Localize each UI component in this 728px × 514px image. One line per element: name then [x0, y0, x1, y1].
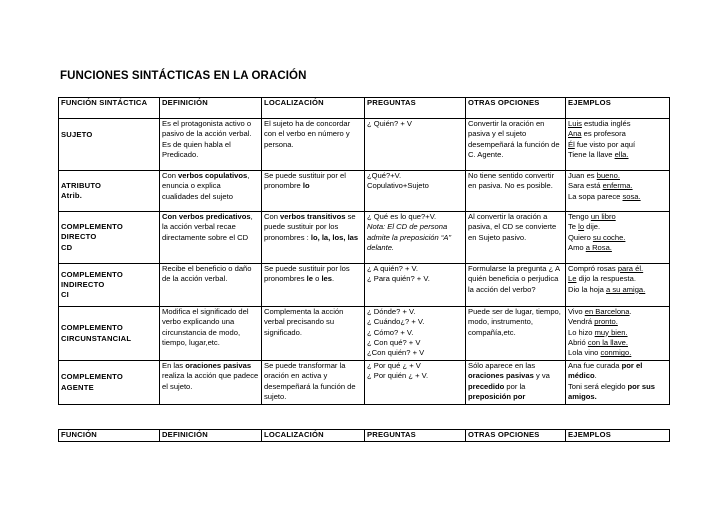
- funcion-abbr: Atrib.: [61, 191, 83, 200]
- example-text: Lo hizo: [568, 327, 595, 337]
- example-text: Lola vino: [568, 348, 601, 358]
- table-header-row: [59, 98, 670, 119]
- question-line: ¿ Qué es lo que?+V.: [367, 212, 437, 221]
- question-line: ¿ Cuándo¿? + V.: [367, 317, 425, 327]
- definicion-sujeto: Es el protagonista activo o pasivo de la acción verbal. Es de quien habla el Predicado.: [160, 119, 262, 171]
- text-run: Con verbos predicativos: [162, 212, 251, 221]
- example-text: es profesora: [581, 129, 626, 139]
- question-line: Copulativo+Sujeto: [367, 181, 429, 191]
- header-preguntas: PREGUNTAS: [365, 98, 466, 119]
- funcion-sujeto: SUJETO: [59, 119, 160, 171]
- example-text: muy bien.: [594, 327, 628, 337]
- example-text: Te: [568, 222, 579, 232]
- funcion-label: ATRIBUTO: [61, 180, 102, 190]
- text-run: le: [306, 274, 313, 284]
- localizacion-atributo: [262, 171, 365, 212]
- text-run: precedido: [468, 381, 505, 391]
- text-run: realiza la acción que padece el sujeto.: [162, 371, 259, 391]
- header-funcion: FUNCIÓN SINTÁCTICA: [59, 98, 160, 119]
- text-run: , enuncia o explica cualidades del sujeto: [162, 171, 250, 201]
- otras-ca: [466, 361, 566, 405]
- text-run: Se puede sustituir por los pronombres: [264, 264, 350, 284]
- example-text: Abrió: [568, 337, 588, 347]
- ejemplos-cd: [566, 212, 670, 264]
- funcion-cd: [59, 212, 160, 264]
- example-text: bueno.: [596, 171, 620, 180]
- example-text: Compró rosas: [568, 264, 618, 273]
- text-run: preposición por: [468, 391, 526, 401]
- footer-header-ejemplos: EJEMPLOS: [566, 430, 670, 442]
- example-text: fue visto por aquí: [574, 139, 636, 149]
- example-text: para él.: [617, 264, 644, 273]
- example-text: ella.: [614, 149, 629, 159]
- example-text: Tengo: [568, 212, 591, 221]
- text-run: En las: [162, 361, 186, 370]
- example-text: su coche.: [592, 232, 626, 242]
- row-sujeto: [59, 119, 670, 171]
- funcion-ci: [59, 264, 160, 307]
- funcion-label: COMPLEMENTO: [61, 222, 123, 232]
- preguntas-cd: [365, 212, 466, 264]
- example-text: Tiene la llave: [568, 149, 615, 159]
- question-line: ¿Con quién? + V: [367, 348, 425, 358]
- text-run: verbos copulativos: [178, 171, 248, 180]
- example-text: Toni será elegido: [568, 381, 628, 391]
- footer-header-otras-opciones: OTRAS OPCIONES: [466, 430, 566, 442]
- text-run: Sólo aparece en las: [468, 361, 536, 370]
- preguntas-sujeto: ¿ Quién? + V: [365, 119, 466, 171]
- funcion-label: COMPLEMENTO: [61, 372, 123, 382]
- example-text: Vendrá: [568, 317, 595, 327]
- text-run: se puede sustituir por los pronombres :: [264, 212, 356, 242]
- funcion-label: COMPLEMENTO: [61, 323, 123, 333]
- ejemplos-cc: [566, 307, 670, 361]
- text-run: por la: [504, 381, 526, 391]
- example-text: con la llave.: [587, 337, 628, 347]
- row-complemento-indirecto: [59, 264, 670, 307]
- syntax-functions-table: [58, 97, 670, 405]
- example-text: en Barcelona: [584, 307, 630, 316]
- example-text: un libro: [590, 212, 616, 221]
- footer-header-preguntas: PREGUNTAS: [365, 430, 466, 442]
- otras-cd: Al convertir la oración a pasiva, el CD se convierte en Sujeto pasivo.: [466, 212, 566, 264]
- localizacion-cd: [262, 212, 365, 264]
- footer-header-table: [58, 429, 670, 442]
- funcion-label: AGENTE: [61, 382, 94, 392]
- row-complemento-agente: [59, 361, 670, 405]
- example-text: Dio la hoja: [568, 284, 606, 294]
- example-text: Vivo: [568, 307, 585, 316]
- text-run: , la acción verbal recae directamente sobre el CD: [162, 212, 253, 242]
- question-note: Nota: El CD de persona admite la preposición “A” delante.: [367, 222, 451, 252]
- example-text: por el médico: [568, 361, 643, 381]
- example-text: por sus amigos.: [568, 381, 655, 401]
- footer-header-funcion: FUNCIÓN: [59, 430, 160, 442]
- localizacion-sujeto: El sujeto ha de concordar con el verbo en número y persona.: [262, 119, 365, 171]
- row-complemento-directo: [59, 212, 670, 264]
- example-text: conmigo.: [600, 348, 632, 358]
- question-line: ¿Qué?+V.: [367, 171, 402, 180]
- ejemplos-atributo: [566, 171, 670, 212]
- text-run: oraciones pasivas: [468, 371, 534, 381]
- question-line: ¿ Con qué? + V: [367, 337, 421, 347]
- question-line: ¿ Cómo? + V.: [367, 327, 414, 337]
- example-text: La sopa parece: [568, 191, 623, 201]
- localizacion-ci: [262, 264, 365, 307]
- example-text: a Rosa.: [585, 242, 612, 252]
- funcion-abbr: CD: [61, 242, 73, 252]
- example-text: Juan es: [568, 171, 597, 180]
- question-line: ¿ Por qué ¿ + V: [367, 361, 421, 370]
- header-otras-opciones: OTRAS OPCIONES: [466, 98, 566, 119]
- localizacion-cc: Complementa la acción verbal precisando su significado.: [262, 307, 365, 361]
- example-text: .: [629, 307, 632, 316]
- question-line: ¿ A quién? + V.: [367, 264, 419, 273]
- ejemplos-sujeto: [566, 119, 670, 171]
- example-text: Él: [568, 139, 575, 149]
- example-text: enferma.: [602, 181, 633, 191]
- example-text: Ana fue curada: [568, 361, 622, 370]
- text-run: les: [321, 274, 332, 284]
- example-text: Le: [568, 274, 577, 284]
- text-run: y va: [533, 371, 550, 381]
- funcion-label: CIRCUNSTANCIAL: [61, 333, 132, 343]
- text-run: Con: [162, 171, 179, 180]
- example-text: Ana: [568, 129, 582, 139]
- example-text: Luis: [568, 119, 582, 128]
- text-run: o: [312, 274, 322, 284]
- funcion-label: DIRECTO: [61, 232, 97, 242]
- funcion-ca: [59, 361, 160, 405]
- otras-cc: Puede ser de lugar, tiempo, modo, instrumento, compañía,etc.: [466, 307, 566, 361]
- text-run: .: [332, 274, 335, 284]
- example-text: estudia inglés: [581, 119, 631, 128]
- question-line: ¿ Por quién ¿ + V.: [367, 371, 429, 381]
- example-text: lo: [578, 222, 585, 232]
- otras-atributo: No tiene sentido convertir en pasiva. No es posible.: [466, 171, 566, 212]
- text-run: Se puede sustituir por el pronombre: [264, 171, 346, 191]
- ejemplos-ca: [566, 361, 670, 405]
- question-line: ¿ Para quién? + V.: [367, 274, 430, 284]
- example-text: .: [594, 371, 597, 381]
- row-atributo: [59, 171, 670, 212]
- ejemplos-ci: [566, 264, 670, 307]
- example-text: Quiero: [568, 232, 593, 242]
- funcion-label: COMPLEMENTO: [61, 269, 123, 279]
- preguntas-ca: [365, 361, 466, 405]
- text-run: lo: [302, 181, 310, 191]
- footer-header-definicion: DEFINICIÓN: [160, 430, 262, 442]
- page-title: FUNCIONES SINTÁCTICAS EN LA ORACIÓN: [60, 70, 307, 82]
- funcion-atributo: [59, 171, 160, 212]
- text-run: verbos transitivos: [280, 212, 346, 221]
- definicion-cc: Modifica el significado del verbo explicando una circunstancia de modo, tiempo, lugar,etc.: [160, 307, 262, 361]
- text-run: lo, la, los, las: [310, 232, 359, 242]
- question-line: ¿ Dónde? + V.: [367, 307, 416, 316]
- example-text: Amo: [568, 242, 586, 252]
- example-text: dije.: [584, 222, 601, 232]
- header-definicion: DEFINICIÓN: [160, 98, 262, 119]
- funcion-label: INDIRECTO: [61, 279, 105, 289]
- definicion-ca: [160, 361, 262, 405]
- text-run: oraciones pasivas: [185, 361, 252, 370]
- header-localizacion: LOCALIZACIÓN: [262, 98, 365, 119]
- example-text: dijo la respuesta.: [576, 274, 636, 284]
- preguntas-cc: [365, 307, 466, 361]
- example-text: pronto.: [594, 317, 618, 327]
- header-ejemplos: EJEMPLOS: [566, 98, 670, 119]
- otras-ci: Formularse la pregunta ¿ A quién beneficia o perjudica la acción del verbo?: [466, 264, 566, 307]
- text-run: Con: [264, 212, 281, 221]
- definicion-ci: Recibe el beneficio o daño de la acción verbal.: [160, 264, 262, 307]
- funcion-cc: [59, 307, 160, 361]
- definicion-atributo: [160, 171, 262, 212]
- definicion-cd: [160, 212, 262, 264]
- footer-header-row: [59, 430, 670, 442]
- preguntas-ci: [365, 264, 466, 307]
- example-text: sosa.: [622, 191, 641, 201]
- example-text: a su amiga.: [606, 284, 646, 294]
- localizacion-ca: Se puede transformar la oración en activa y desempeñará la función de sujeto.: [262, 361, 365, 405]
- example-text: Sara está: [568, 181, 603, 191]
- preguntas-atributo: [365, 171, 466, 212]
- footer-header-localizacion: LOCALIZACIÓN: [262, 430, 365, 442]
- funcion-abbr: CI: [61, 290, 69, 300]
- row-complemento-circunstancial: [59, 307, 670, 361]
- otras-sujeto: Convertir la oración en pasiva y el sujeto desempeñará la función de C. Agente.: [466, 119, 566, 171]
